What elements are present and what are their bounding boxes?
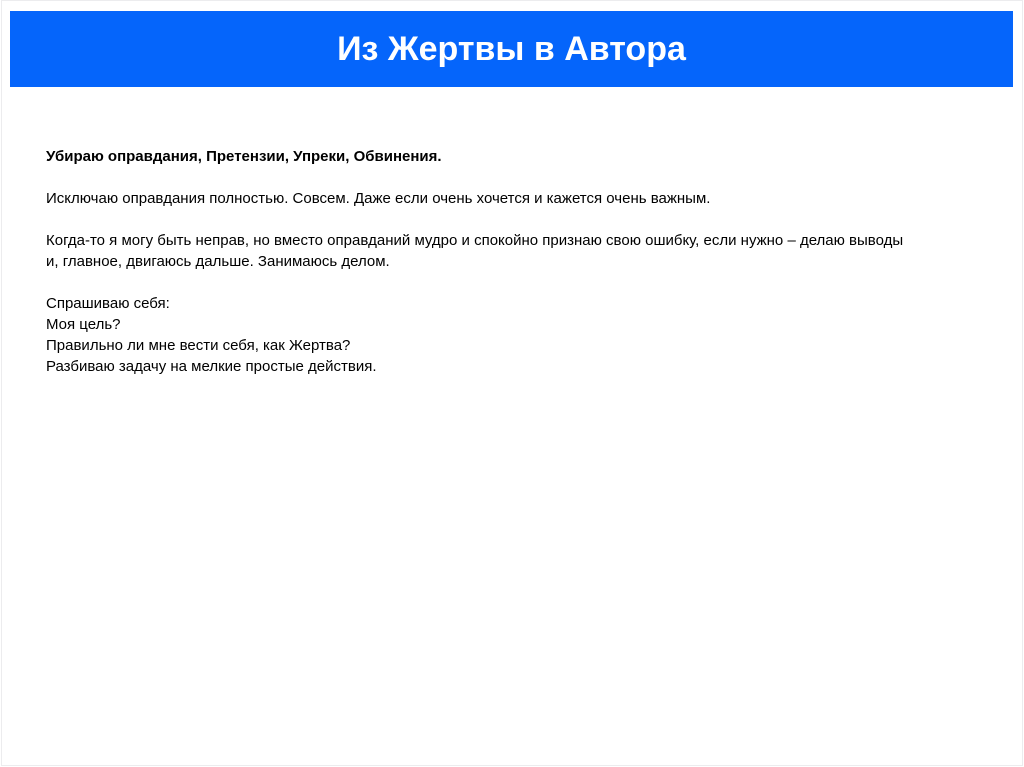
text-line: и, главное, двигаюсь дальше. Занимаюсь делом. xyxy=(46,253,390,270)
title-bar xyxy=(10,11,1013,87)
paragraph-exclude xyxy=(46,188,1006,209)
text-line: Правильно ли мне вести себя, как Жертва? xyxy=(46,337,351,354)
text-line: Разбиваю задачу на мелкие простые действия. xyxy=(46,358,377,375)
paragraph-admit-mistake xyxy=(46,230,1006,272)
slide-title: Из Жертвы в Автора xyxy=(337,29,686,68)
paragraph-questions xyxy=(46,293,1006,377)
text-line: Когда-то я могу быть неправ, но вместо оправданий мудро и спокойно признаю свою ошибку, если нужно – делаю выводы xyxy=(46,232,904,249)
slide-body xyxy=(46,146,1006,398)
text-line: Исключаю оправдания полностью. Совсем. Даже если очень хочется и кажется очень важным. xyxy=(46,190,711,207)
text-line: Убираю оправдания, Претензии, Упреки, Обвинения. xyxy=(46,148,442,165)
text-line: Моя цель? xyxy=(46,316,121,333)
text-line: Спрашиваю себя: xyxy=(46,295,170,312)
paragraph-intro xyxy=(46,146,1006,167)
